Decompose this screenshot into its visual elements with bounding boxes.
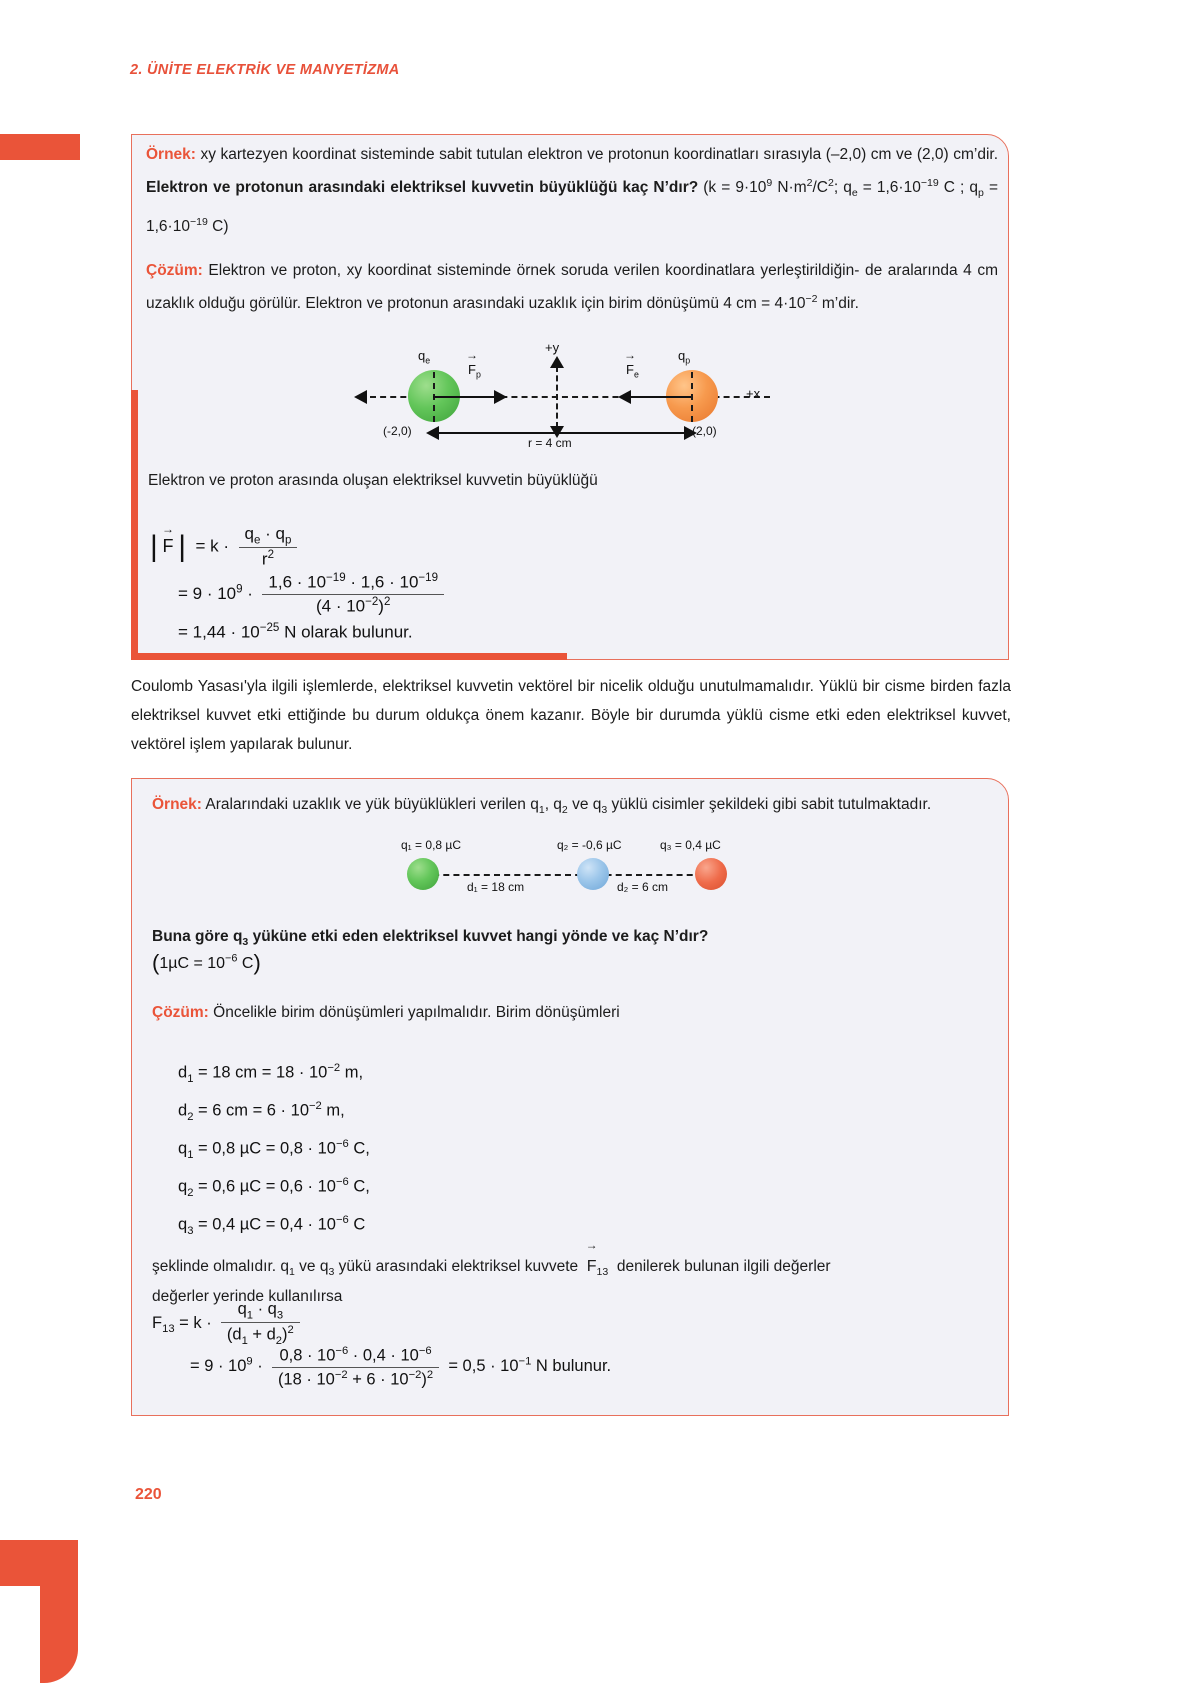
- example1-solution-label: Çözüm:: [146, 262, 203, 279]
- proton-center-tick: [691, 372, 693, 422]
- force-fe-line: [629, 396, 691, 398]
- example1-accent-left: [131, 390, 138, 660]
- f13-numerator: $q_1 \cdot q_3$: [221, 1300, 300, 1323]
- example2-ask: Buna göre $q_3$ yüküne etki eden elektriksel kuvvet hangi yönde ve kaç N’dır?: [152, 928, 709, 949]
- y-axis-up-arrow: [550, 356, 564, 368]
- middle-paragraph: Coulomb Yasası'yla ilgili işlemlerde, elektriksel kuvvetin vektörel bir nicelik olduğu unutulmamalıdır. Yüklü bir cisme birden fazla elektriksel kuvvet etki ettiğinde bu durum oldukça önem kazanır. Böyle bir durumda yüklü cisme etki eden elektriksel kuvvet, vektörel işlem yapılarak bulunur.: [131, 678, 1011, 753]
- y-axis-label: +y: [545, 340, 560, 355]
- force-fe-arrow: [618, 390, 631, 404]
- example1-after-diagram-text: Elektron ve proton arasında oluşan elektriksel kuvvetin büyüklüğü: [148, 472, 598, 489]
- diagram-electron-proton: [370, 340, 780, 450]
- final-denominator: $(18 \cdot 10^{-2} + 6 \cdot 10^{-2})^2$: [277, 1368, 434, 1388]
- f13-vector-symbol: F →: [587, 1252, 597, 1281]
- x-axis-label: +x: [746, 386, 761, 401]
- example2-solution-label: Çözüm:: [152, 1004, 209, 1021]
- example1-label: Örnek:: [146, 146, 196, 163]
- final-fraction: [272, 1345, 439, 1389]
- page-number: 220: [135, 1486, 162, 1503]
- example1-formula-line2: [178, 572, 444, 616]
- abs-bar-open: |: [150, 530, 158, 564]
- line2-numerator: $1,6 \cdot 10^{-19} \cdot 1,6 \cdot 10^{-19}$: [262, 572, 444, 595]
- example2-label: Örnek:: [152, 796, 202, 813]
- q1-label: q₁ = 0,8 µC: [401, 838, 461, 852]
- coord-right-label: (2,0): [692, 424, 717, 438]
- conversion-q1: $q_1 = 0,8$ $\mu C = 0,8 \cdot 10^{-6}$ C,: [178, 1138, 370, 1161]
- distance-line: [433, 432, 691, 434]
- q2-sphere: [577, 858, 609, 890]
- charges-connector: [423, 874, 713, 876]
- q3-label: q₃ = 0,4 µC: [660, 838, 721, 852]
- conversion-q2: $q_2 = 0,6$ $\mu C = 0,6 \cdot 10^{-6}$ C,: [178, 1176, 370, 1199]
- example2-solution-text: Öncelikle birim dönüşümleri yapılmalıdır. Birim dönüşümleri: [213, 1004, 620, 1021]
- coord-left-label: (-2,0): [383, 424, 412, 438]
- q2-label: q₂ = -0,6 µC: [557, 838, 622, 852]
- y-axis-dashed: [556, 366, 558, 428]
- example2-formula-line2: [190, 1345, 611, 1389]
- example2-solution: [152, 998, 1002, 1027]
- f13-fraction: [221, 1300, 300, 1347]
- example2-explain-line2: değerler yerinde kullanılırsa: [152, 1288, 343, 1305]
- force-fe-label: $F \to_e$: [626, 362, 639, 380]
- force-vector-symbol: F →: [163, 536, 174, 557]
- q3-sphere: [695, 858, 727, 890]
- force-fp-label: $F \to_p$: [468, 362, 481, 380]
- force-fp-arrow: [494, 390, 507, 404]
- example1-solution-text: Elektron ve proton, xy koordinat sisteminde örnek soruda verilen koordinatlara yerleştirildiğin- de aralarında 4 cm uzaklık olduğu görülür. Elektron ve protonun arasındaki uzaklık için birim dönüşümü 4 cm = $4\cdot 10^{-2}$ m’dir.: [146, 262, 999, 313]
- x-axis-left-arrow: [354, 390, 367, 404]
- distance-left-arrow: [426, 426, 439, 440]
- d2-label: d₂ = 6 cm: [617, 880, 669, 894]
- line2-denominator: $(4 \cdot 10^{-2})^2$: [315, 595, 391, 616]
- example1-question-text: xy kartezyen koordinat sisteminde sabit tutulan elektron ve protonun koordinatları sırasıyla (–2,0) cm ve (2,0) cm’dir. Elektron ve protonun arasındaki elektriksel kuvvetin büyüklüğü kaç N’dır? ($k = 9\cdot 10^9$ $N\cdot m^2/C^2$; $q_e = 1,6\cdot 10^{-19}$ C ; $q_p = 1,6\cdot 10^{-19}$ C): [146, 146, 999, 236]
- proton-label: $q_p$: [678, 348, 691, 366]
- f13-denominator: $(d_1 + d_2)^2$: [226, 1324, 294, 1348]
- conversion-d2: $d_2 = 6$ cm = $6 \cdot 10^{-2}$ m,: [178, 1100, 345, 1123]
- running-head: 2. ÜNİTE ELEKTRİK VE MANYETİZMA: [130, 62, 400, 78]
- header-accent-tab: [0, 134, 80, 160]
- line2-fraction: [262, 572, 444, 616]
- example2-formula-line1: $F_{13} = k$ · $\frac{q_1 \cdot q_3}{(d_1 + d_2)^2}$: [152, 1300, 300, 1347]
- final-coefficient: = $9 \cdot 10^9$ ·: [190, 1355, 268, 1376]
- coulomb-numerator: $q_e \cdot q_p$: [239, 524, 298, 548]
- conversion-d1: $d_1 = 18$ cm = $18 \cdot 10^{-2}$ m,: [178, 1062, 364, 1085]
- final-result: = $0,5 \cdot 10^{-1}$ N bulunur.: [443, 1355, 612, 1376]
- example1-accent-bottom: [131, 653, 567, 660]
- equals-k: = k ·: [190, 536, 234, 556]
- example1-question: [146, 140, 998, 241]
- final-numerator: $0,8 \cdot 10^{-6} \cdot 0,4 \cdot 10^{-6}$: [272, 1345, 439, 1368]
- footer-accent-notch: [0, 1586, 40, 1683]
- diagram-three-charges: [395, 838, 745, 900]
- coulomb-denominator: $r^2$: [261, 549, 274, 570]
- force-fp-line: [433, 396, 495, 398]
- example1-formula-result: = $1,44 \cdot 10^{-25}$ N olarak bulunur.: [178, 622, 413, 642]
- q1-sphere: [407, 858, 439, 890]
- example2-explain-line1: şeklinde olmalıdır. $q_1$ ve $q_3$ yükü arasındaki elektriksel kuvvete $F \to_{13}$ denilerek bulunan ilgili değerler: [152, 1252, 1002, 1287]
- example2-ask-note: ($1\mu C = 10^{-6}$ C): [152, 950, 261, 975]
- example2-question-text: Aralarındaki uzaklık ve yük büyüklükleri verilen $q_1$, $q_2$ ve $q_3$ yüklü cisimler şekildeki gibi sabit tutulmaktadır.: [205, 796, 932, 817]
- d1-label: d₁ = 18 cm: [467, 880, 525, 894]
- example1-formula-line1: [150, 524, 297, 570]
- electron-label: $q_e$: [418, 348, 431, 366]
- coulomb-fraction: [239, 524, 298, 570]
- abs-bar-close: |: [178, 530, 187, 564]
- line2-coefficient: = $9 \cdot 10^9$ ·: [178, 582, 258, 603]
- example1-solution: [146, 256, 998, 318]
- conversion-q3: $q_3 = 0,4$ $\mu C = 0,4 \cdot 10^{-6}$ C: [178, 1214, 366, 1237]
- distance-label: r = 4 cm: [528, 436, 572, 450]
- example2-question: [152, 790, 992, 825]
